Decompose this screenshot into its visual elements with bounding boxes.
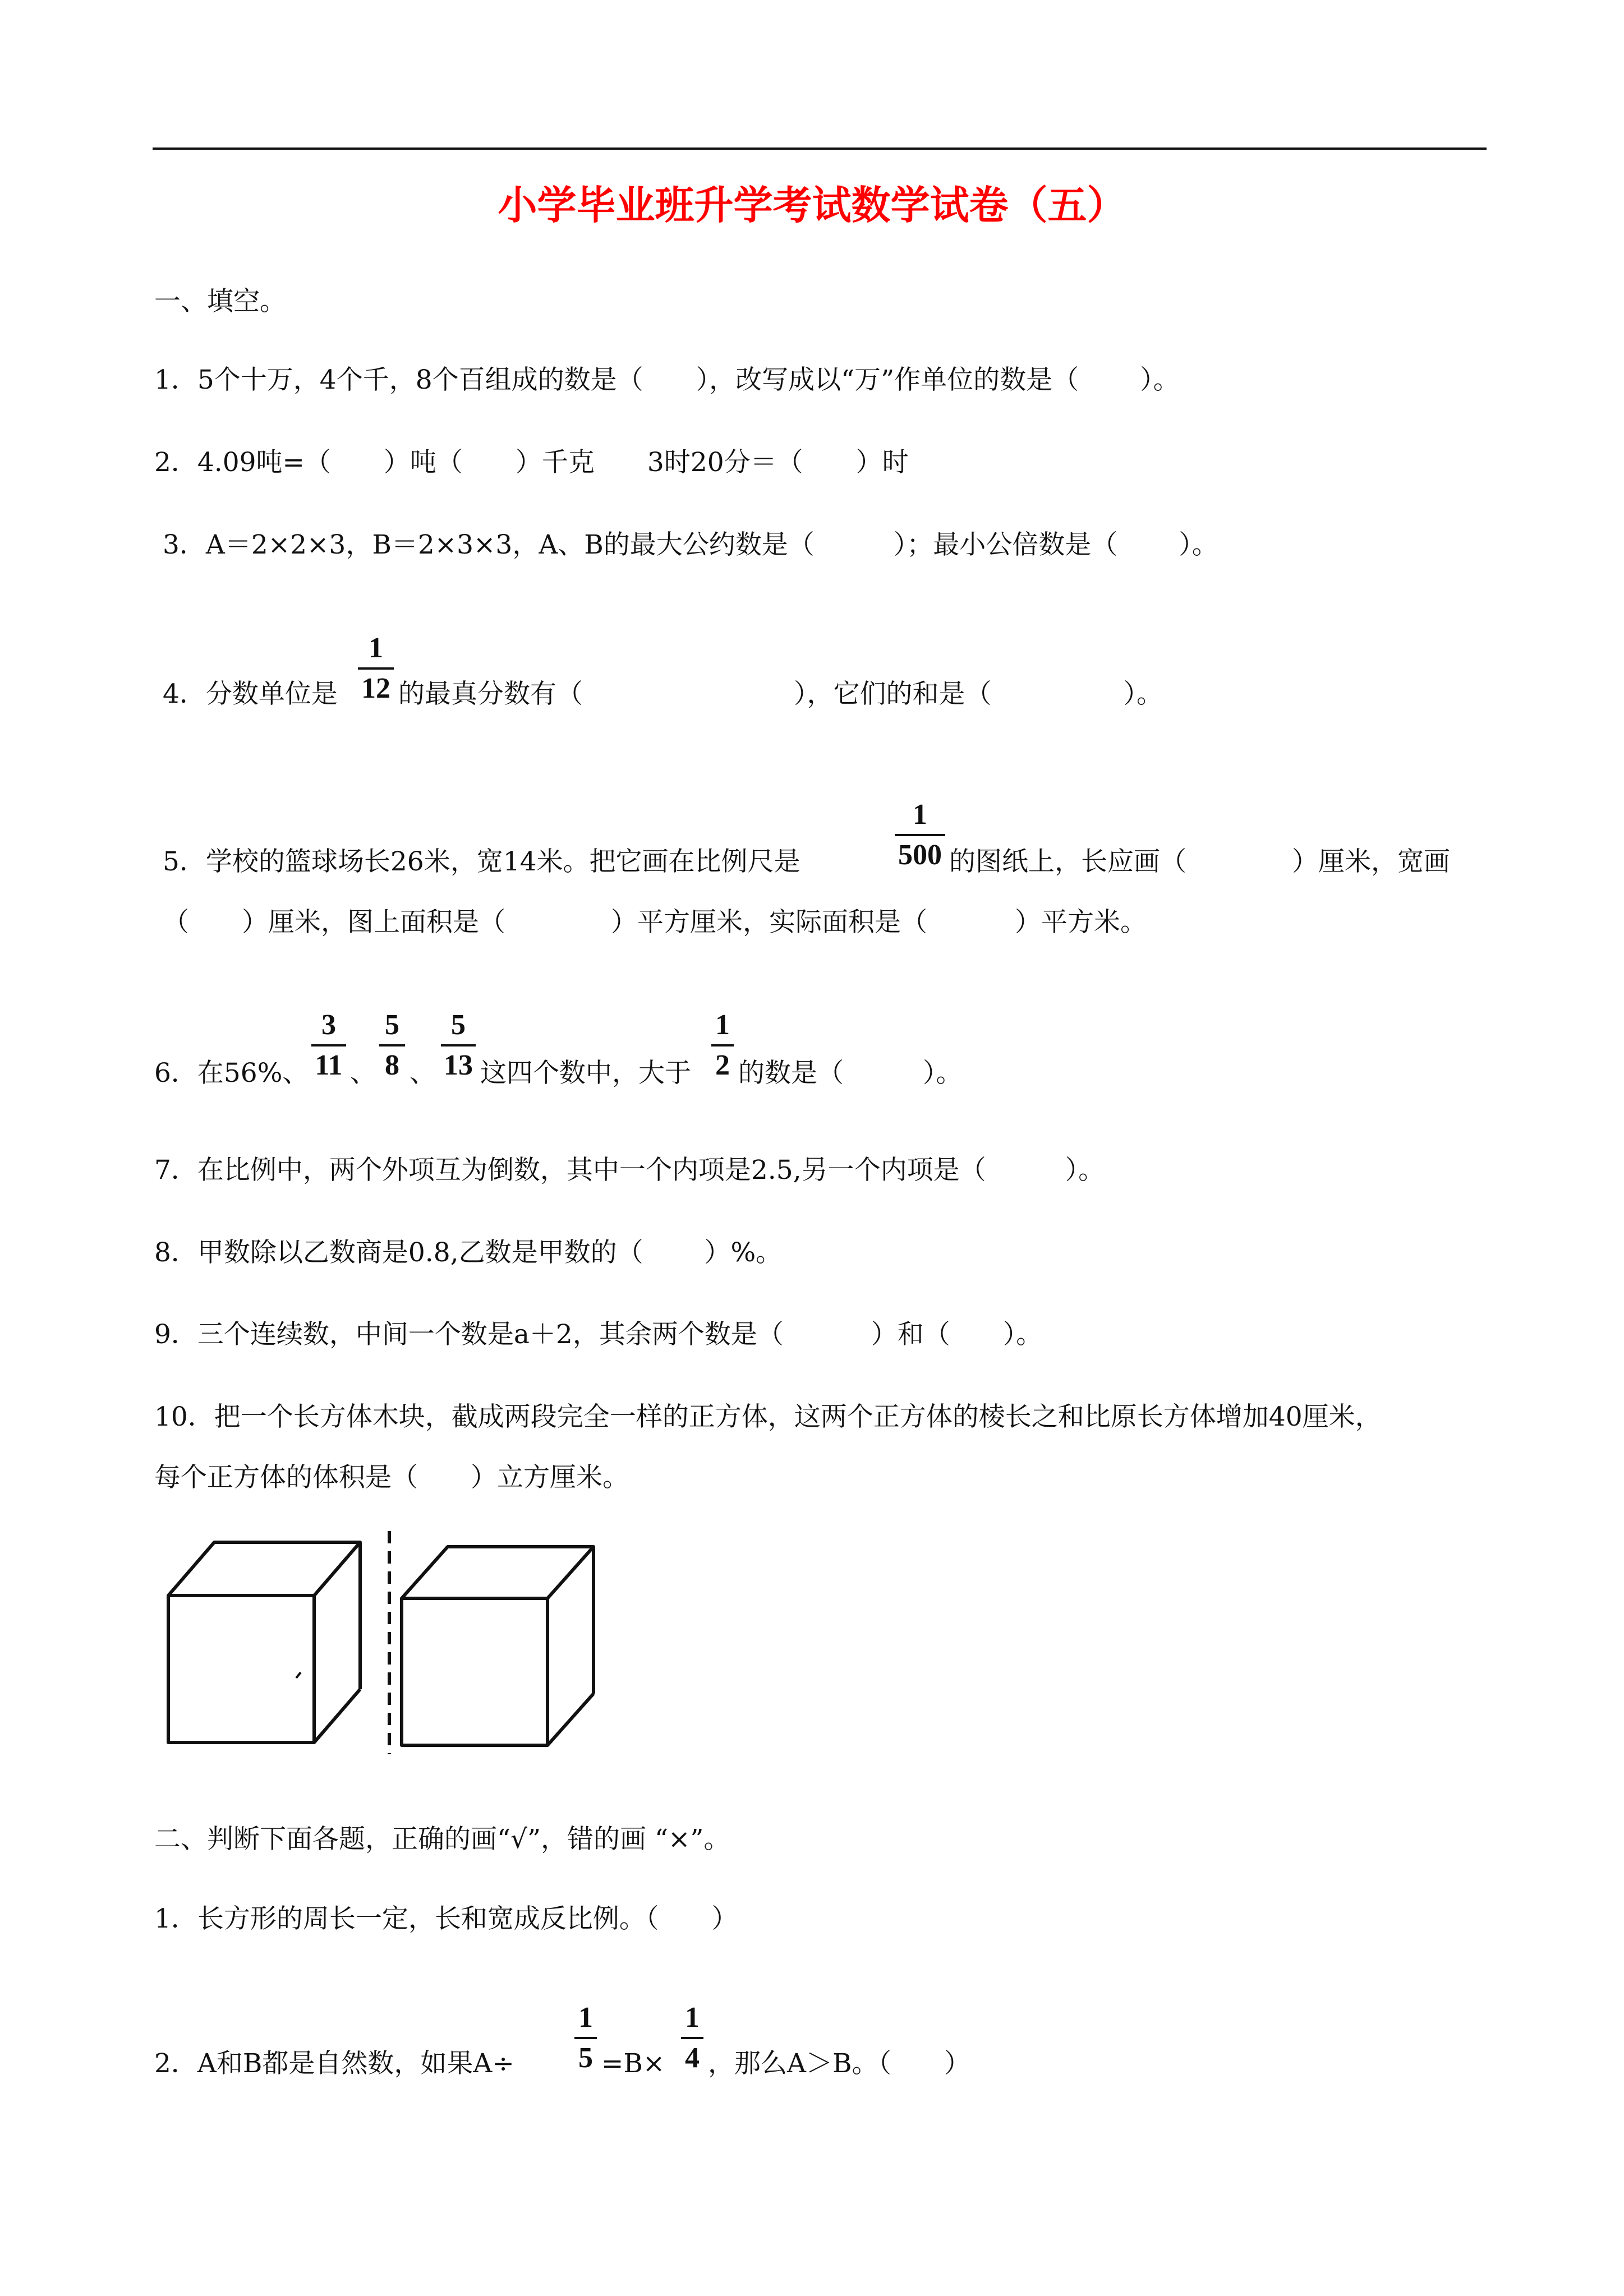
left-cube — [168, 1542, 360, 1742]
section2-heading: 二、判断下面各题，正确的画“√”，错的画 “×”。 — [154, 1824, 730, 1855]
fraction-5-8 — [379, 1009, 405, 1081]
question-1-10-line2: 每个正方体的体积是（ ）立方厘米。 — [154, 1462, 629, 1493]
right-cube — [402, 1547, 594, 1745]
fraction-numerator: 1 — [578, 2002, 593, 2034]
fraction-numerator: 1 — [369, 632, 383, 664]
fraction-1-500 — [895, 799, 945, 871]
fraction-numerator: 5 — [451, 1009, 466, 1041]
separator: 、 — [350, 1058, 376, 1089]
fraction-3-11 — [311, 1009, 346, 1081]
fraction-denominator: 2 — [715, 1049, 730, 1081]
fraction-1-5 — [574, 2002, 597, 2074]
fraction-bar — [379, 1044, 405, 1046]
fraction-denominator: 8 — [385, 1049, 399, 1081]
fraction-bar — [574, 2037, 597, 2039]
fraction-numerator: 1 — [913, 799, 927, 831]
two-cubes-figure — [151, 1525, 611, 1755]
fraction-bar — [358, 667, 394, 670]
fraction-denominator: 13 — [444, 1049, 473, 1081]
question-1-1: 1．5个十万，4个千，8个百组成的数是（ ），改写成以“万”作单位的数是（ ）。 — [154, 365, 1180, 395]
fraction-denominator: 12 — [361, 672, 390, 704]
question-2-2-after: ，那么A＞B。（ ） — [708, 2048, 970, 2079]
question-1-9: 9．三个连续数，中间一个数是a＋2，其余两个数是（ ）和（ ）。 — [154, 1319, 1043, 1350]
fraction-denominator: 500 — [898, 839, 942, 871]
question-1-6-before: 6．在56%、 — [154, 1058, 309, 1089]
scan-mark — [296, 1672, 301, 1678]
question-1-4-before: 4．分数单位是 — [163, 679, 338, 709]
question-1-3: 3．A＝2×2×3，B＝2×3×3，A、B的最大公约数是（ ）；最小公倍数是（ ）。 — [163, 529, 1218, 560]
fraction-5-13 — [441, 1009, 476, 1081]
section1-heading: 一、填空。 — [154, 286, 286, 317]
question-1-6-after: 的数是（ ）。 — [738, 1058, 963, 1089]
question-1-2: 2．4.09吨=（ ）吨（ ）千克 3时20分＝（ ）时 — [154, 447, 909, 478]
fraction-denominator: 11 — [315, 1049, 343, 1081]
question-2-2-before: 2．A和B都是自然数，如果A÷ — [154, 2048, 514, 2079]
fraction-1-2 — [711, 1009, 734, 1081]
fraction-1-4 — [681, 2002, 703, 2074]
fraction-numerator: 3 — [321, 1009, 336, 1041]
fraction-numerator: 5 — [385, 1009, 399, 1041]
fraction-denominator: 5 — [578, 2042, 593, 2074]
question-1-8: 8．甲数除以乙数商是0.8,乙数是甲数的（ ）%。 — [154, 1237, 783, 1268]
fraction-bar — [895, 834, 945, 836]
fraction-denominator: 4 — [685, 2042, 700, 2074]
question-2-1: 1．长方形的周长一定，长和宽成反比例。（ ） — [154, 1903, 738, 1934]
separator: 、 — [410, 1058, 436, 1089]
question-1-4-after: 的最真分数有（ ），它们的和是（ ）。 — [398, 679, 1163, 709]
question-1-5-before: 5．学校的篮球场长26米，宽14米。把它画在比例尺是 — [163, 846, 801, 877]
question-2-2-middle: =B× — [601, 2048, 665, 2079]
fraction-numerator: 1 — [685, 2002, 700, 2034]
page-title: 小学毕业班升学考试数学试卷（五） — [498, 182, 1126, 228]
fraction-numerator: 1 — [715, 1009, 730, 1041]
question-1-5-after: 的图纸上，长应画（ ）厘米，宽画 — [949, 846, 1450, 877]
question-1-7: 7．在比例中，两个外项互为倒数，其中一个内项是2.5,另一个内项是（ ）。 — [154, 1155, 1105, 1186]
question-1-10-line1: 10．把一个长方体木块，截成两段完全一样的正方体，这两个正方体的棱长之和比原长方体增加40厘米， — [154, 1401, 1382, 1432]
fraction-1-12 — [358, 633, 394, 704]
question-1-6-middle: 这四个数中，大于 — [480, 1058, 691, 1089]
question-1-5-line2: （ ）厘米，图上面积是（ ）平方厘米，实际面积是（ ）平方米。 — [163, 907, 1147, 938]
fraction-bar — [711, 1044, 734, 1046]
fraction-bar — [681, 2037, 703, 2039]
fraction-bar — [311, 1044, 346, 1046]
fraction-bar — [441, 1044, 476, 1046]
header-rule — [153, 147, 1487, 150]
